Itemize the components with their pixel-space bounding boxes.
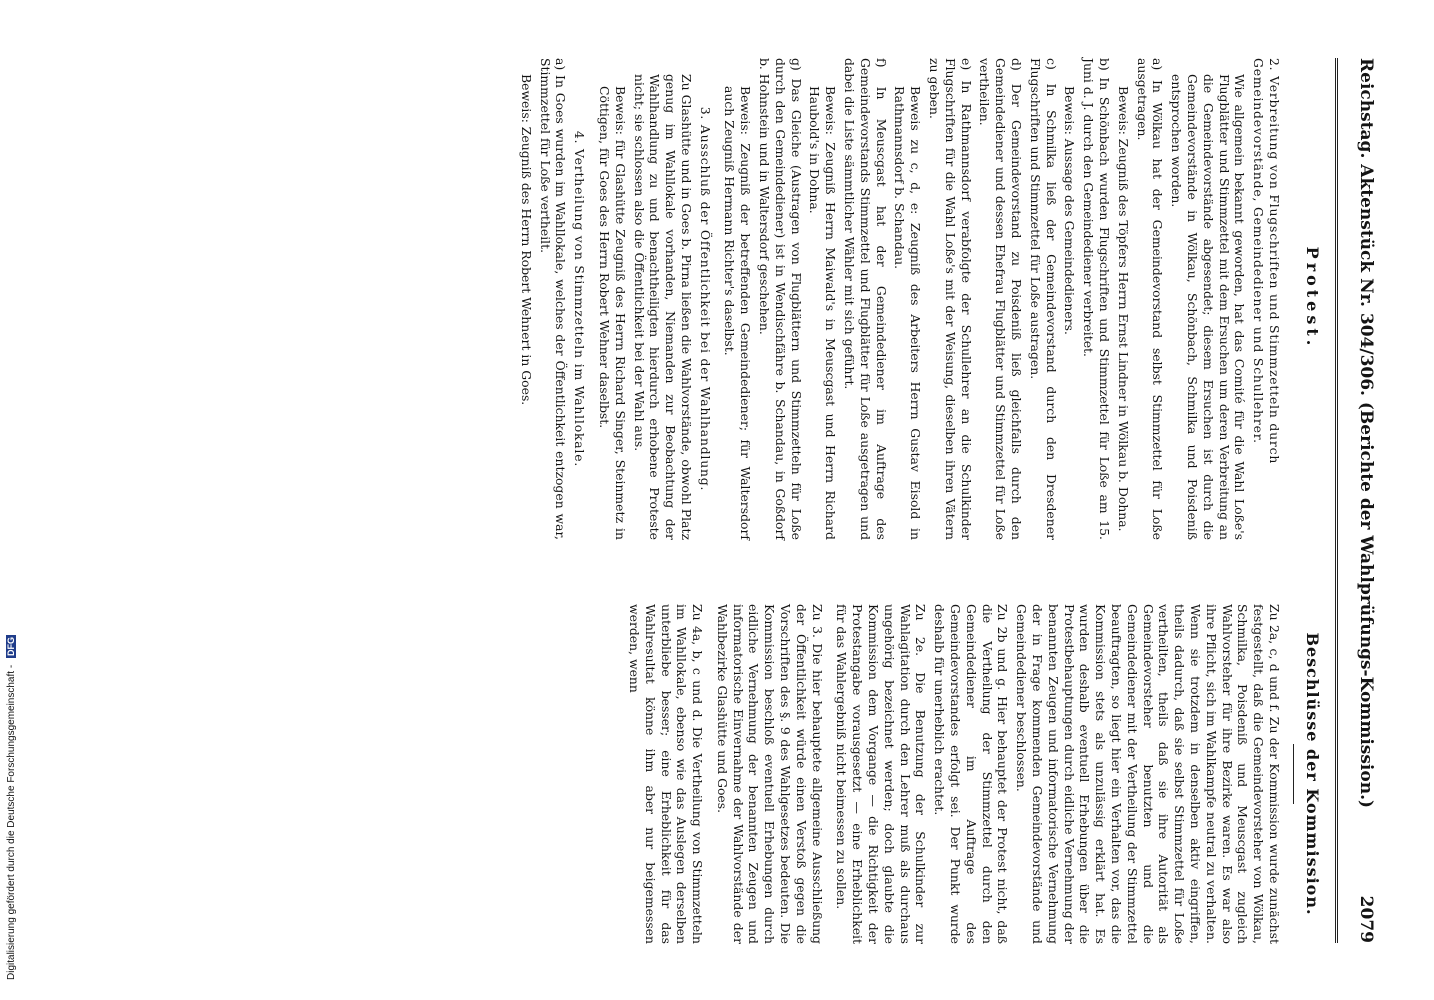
dfg-logo: DFG (6, 637, 16, 657)
section-2-title: 2. Verbreitung von Flugschriften und Stimmzetteln durch Gemeindevorstände, Gemeindediener und Schullehrer. (1251, 58, 1282, 465)
item-2c: c) In Schmilka ließ der Gemeindevorstand durch den Dresdener Flugschriften und Stimmzettel für Loße austragen. (1027, 58, 1059, 540)
item-2e: e) In Rathmannsdorf verabfolgte der Schullehrer an die Schulkinder Flugschriften für die Wahl Loße's mit der Weisung, dieselben ihren Vätern zu geben. (927, 58, 974, 540)
item-2g: g) Das Gleiche (Austragen von Flugblättern und Stimmzetteln für Loße durch den Gemeindediener) ist in Wendischfähre b. Schandau, in Goßdorf b. Hohnstein und in Waltersdorf geschehen. (757, 58, 804, 540)
resolution-2e: Zu 2e. Die Benutzung der Schulkinder zur Wahlagitation durch den Lehrer muß als durchaus ungehörig bezeichnet werden; doch glaubte die Kommission dem Vorgange — die Richtigkeit der Protestangabe vorausgesetzt — eine Erheblichkeit für das Wahlergebniß nicht beimessen zu sollen. (834, 604, 929, 944)
resolution-2acdf: Zu 2a, c, d und f. Zu der Kommission wurde zunächst festgestellt, daß die Gemeindevorsteher von Wölkau, Schmilka, Poisdeniß und Meuscgast zugleich Wahlvorsteher für ihre Bezirke waren. Es war also ihre Pflicht, sich im Wahlkampfe neutral zu verhalten. Wenn sie trotzdem in denselben aktiv eingriffen, theils dadurch, daß sie selbst Stimmzettel für Loße vertheilten, theils daß sie ihre Autorität als Gemeindevorsteher benutzten und die Gemeindediener mit der Vertheilung der Stimmzettel beauftragten, so liegt hier ein Verhalten vor, das die Kommission stets als unzulässig erklärt hat. Es wurden deshalb eventuell Erhebungen über die Protestbehauptungen durch eidliche Vernehmung der benannten Zeugen und informatorische Vernehmung der in Frage kommenden Gemeindevorstände und Gemeindediener beschlossen. (1014, 604, 1282, 944)
section-3-proof: Beweis: für Glashütte Zeugniß des Herrn Richard Singer, Steinmetz in Cöttigen, für Goes des Herrn Robert Wehner daselbst. (596, 86, 628, 540)
page-number: 2079 (1356, 895, 1376, 943)
running-header (1338, 58, 1384, 943)
right-column-heading: Beschlüsse der Kommission. (1303, 632, 1322, 916)
item-2b-proof: Beweis: Aussage des Gemeindedieners. (1062, 86, 1078, 335)
item-2a: a) In Wölkau hat der Gemeindevorstand selbst Stimmzettel für Loße ausgetragen. (1134, 58, 1166, 540)
item-2f-proof: Beweis: Zeugniß Herrn Maiwald's in Meuscgast und Herrn Richard Haubold's in Dohna. (807, 86, 839, 540)
protest-column (515, 58, 1282, 540)
item-4a: a) In Goes wurden im Wahllokale, welches der Öffentlichkeit entzogen war, Stimmzettel für Loße vertheilt. (537, 58, 569, 540)
item-2a-proof: Beweis: Zeugniß des Töpfers Herrn Ernst Lindner in Wölkau b. Dohna. (1115, 86, 1131, 532)
item-2f: f) In Meuscgast hat der Gemeindediener im Auftrage des Gemeindevorstands Stimmzettel und Flugblätter für Loße ausgetragen und dabei die Liste sämmtlicher Wähler mit sich geführt. (842, 58, 889, 540)
resolution-4: Zu 4a, b, c und d. Die Vertheilung von Stimmzetteln im Wahllokale, ebenso wie das Auslegen derselben unterbliebe besser; eine Erheblichkeit für das Wahlresultat könne ihm aber nur beigemessen werden, wenn (626, 604, 706, 944)
section-3-text: Zu Glashütte und in Goes b. Pirna ließen die Wahlvorstände, obwohl Platz genug im Wahllokale vorhanden, Niemanden zur Beobachtung der Wahlhandlung zu und benachtheiligten hierdurch erhobene Proteste nicht; sie schlossen also die Öffentlichkeit bei der Wahl aus. (631, 74, 694, 540)
credit-text: Digitalisierung gefördert durch die Deutsche Forschungsgemeinschaft - (6, 664, 17, 980)
commission-column (623, 604, 1282, 944)
section-4-title: 4. Vertheilung von Stimmzetteln im Wahllokale. (572, 130, 588, 468)
digitization-credit (6, 635, 17, 980)
header-rule (1335, 58, 1338, 943)
item-2b: b) In Schönbach wurden Flugschriften und Stimmzettel für Loße am 15. Juni d. J. durch den Gemeindediener verbreitet. (1081, 58, 1113, 540)
item-2d: d) Der Gemeindevorstand zu Poisdeniß ließ gleichfalls durch den Gemeindediener und dessen Ehefrau Flugblätter und Stimmzettel für Loße vertheilen. (977, 58, 1025, 540)
item-2e-proof: Beweis zu c, d, e: Zeugniß des Arbeiters Herrn Gustav Eisold in Rathmannsdorf b. Schandau. (892, 86, 924, 540)
section-3-title: 3. Ausschluß der Öffentlichkeit bei der Wahlhandlung. (697, 106, 713, 492)
right-heading-rule (1293, 744, 1294, 804)
left-column-heading: Protest. (1303, 246, 1322, 350)
item-4a-proof: Beweis: Zeugniß des Herrn Robert Wehnert in Goes. (518, 74, 534, 406)
item-2g-proof: Beweis: Zeugniß der betreffenden Gemeindediener; für Waltersdorf auch Zeugniß Hermann Richter's daselbst. (722, 86, 754, 540)
resolution-3: Zu 3. Die hier behauptete allgemeine Ausschließung der Öffentlichkeit würde einen Verstoß gegen die Vorschriften des §. 9 des Wahlgesetzes bedeuten. Die Kommission beschloß eventuell Erhebungen durch eidliche Vernehmung der benannten Zeugen und informatorische Einvernahme der Wahlvorstände der Wahlbezirke Glashütte und Goes. (714, 604, 825, 944)
section-2-intro: Wie allgemein bekannt geworden, hat das Comité für die Wahl Loße's Flugblätter und Stimmzettel mit dem Ersuchen um deren Verbreitung an die Gemeindevorstände abgesendet; diesem Ersuchen ist durch die Gemeindevorstände in Wölkau, Schönbach, Schmilka und Poisdeniß entsprochen worden. (1169, 74, 1248, 540)
resolution-2bg: Zu 2b und g. Hier behauptet der Protest nicht, daß die Vertheilung der Stimmzettel durch den Gemeindediener im Auftrage des Gemeindevorstandes erfolgt sei. Der Punkt wurde deshalb für unerheblich erachtet. (932, 604, 1011, 944)
header-title: Reichstag. Aktenstück Nr. 304/306. (Berichte der Wahlprüfungs-Kommission.) (1356, 58, 1376, 809)
